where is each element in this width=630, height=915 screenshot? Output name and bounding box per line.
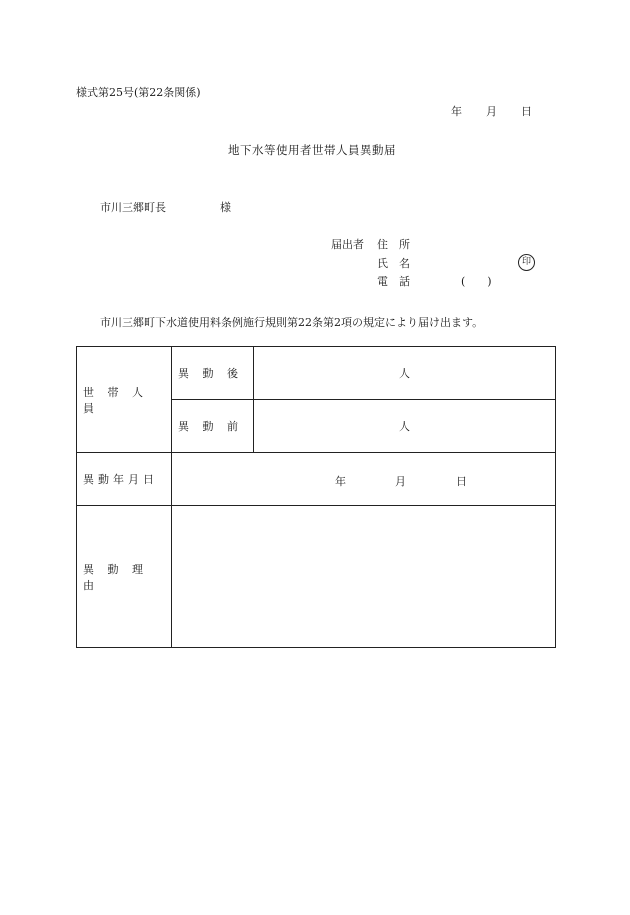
table-row [77,453,556,506]
name-label: 氏 名 [377,257,410,270]
date-year: 年 [451,105,462,118]
applicant-label: 届出者 [331,238,364,251]
address-label: 住 所 [377,238,410,251]
change-date-year: 年 [335,475,346,488]
after-label-cell [172,347,254,400]
table-row [77,506,556,648]
document-title: 地下水等使用者世帯人員異動届 [228,143,396,157]
before-label: 異 動 前 [178,420,243,433]
after-label: 異 動 後 [178,367,243,380]
change-date-month: 月 [395,475,406,488]
seal-text: 印 [521,257,531,267]
change-date-field[interactable] [172,453,556,506]
change-date-label: 異動年月日 [83,473,158,486]
phone-label: 電 話 [377,275,410,288]
seal-mark [518,254,535,271]
change-date-day: 日 [456,475,467,488]
form-number: 様式第25号(第22条関係) [76,86,201,99]
notification-table [76,346,556,648]
phone-parens: ( ) [461,275,492,288]
before-label-cell [172,400,254,453]
addressee-honorific: 様 [220,201,231,214]
after-count-field[interactable] [254,347,556,400]
date-day: 日 [521,105,532,118]
date-label-cell [77,453,172,506]
table-row [77,347,556,400]
reason-label-cell [77,506,172,648]
household-label-cell [77,347,172,453]
statement-text: 市川三郷町下水道使用料条例施行規則第22条第2項の規定により届け出ます。 [100,316,484,329]
before-unit: 人 [399,420,410,433]
reason-label: 異 動 理 由 [83,562,148,592]
date-month: 月 [486,105,497,118]
addressee-name: 市川三郷町長 [100,201,166,214]
household-label: 世 帯 人 員 [83,385,148,415]
change-reason-field[interactable] [172,506,556,648]
after-unit: 人 [399,367,410,380]
before-count-field[interactable] [254,400,556,453]
